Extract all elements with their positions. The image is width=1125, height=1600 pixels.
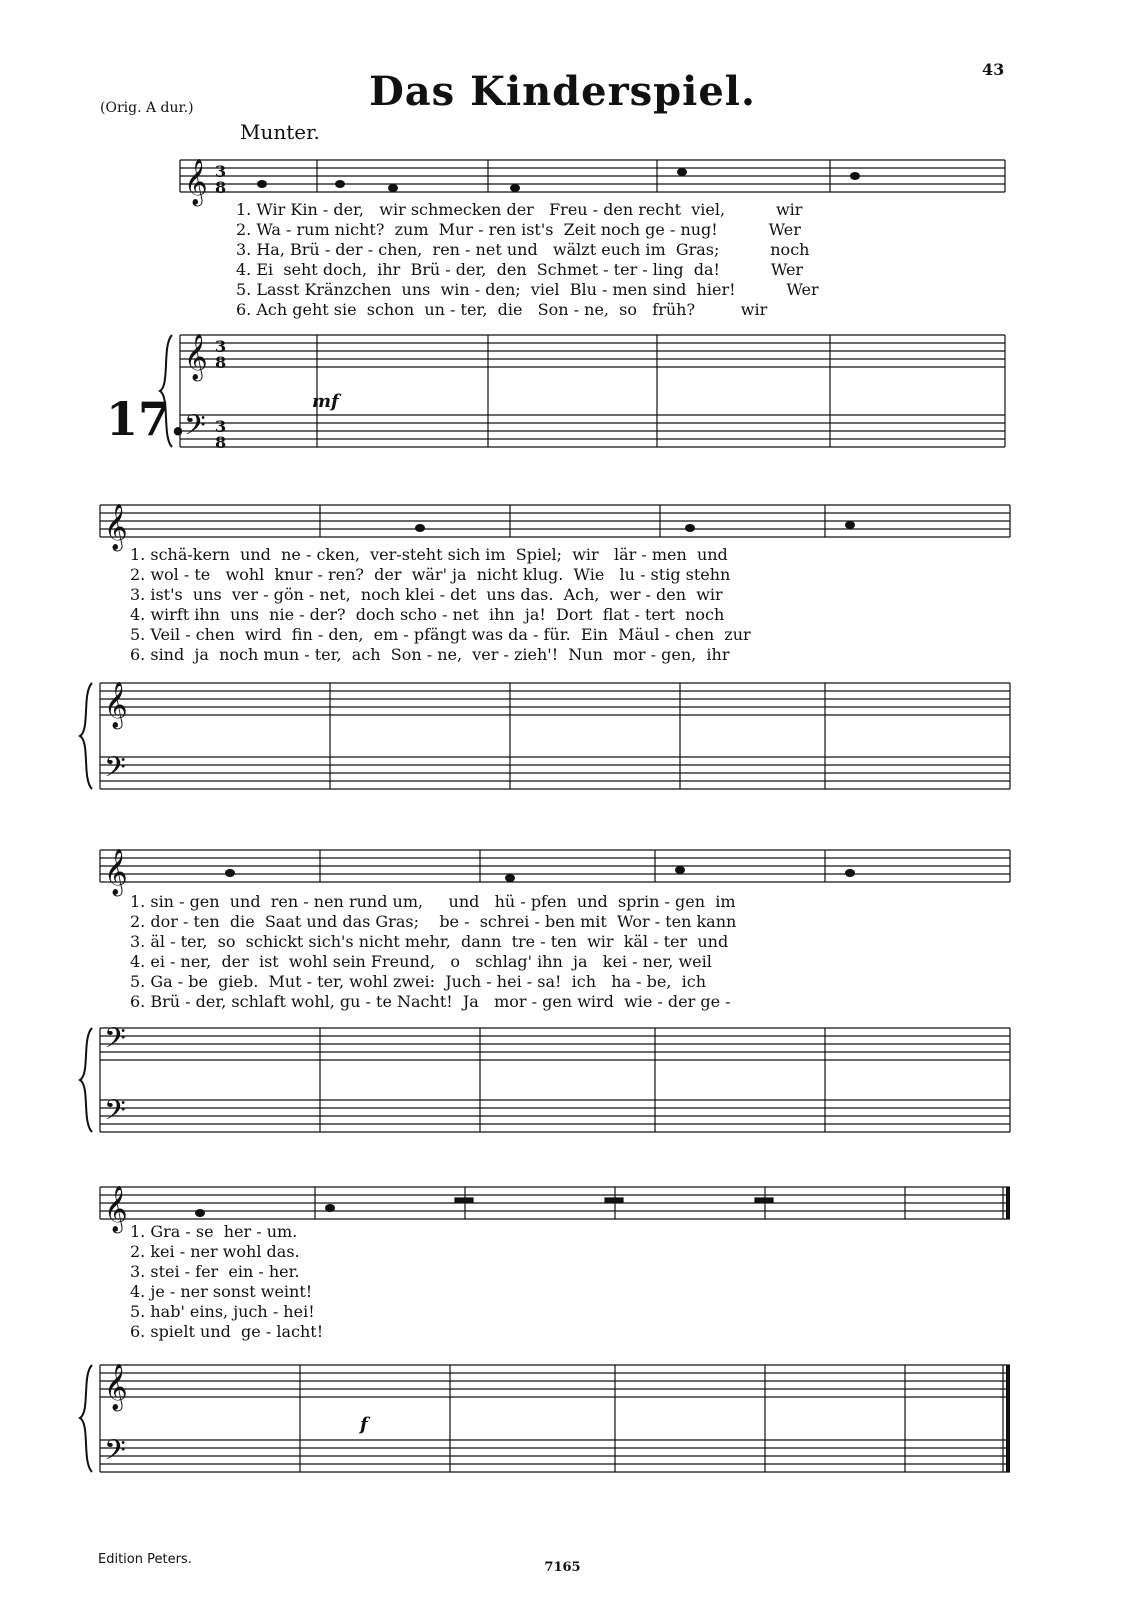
piano-staves-1 <box>160 335 1005 447</box>
vocal-staff-1 <box>180 160 1005 192</box>
publisher-label: Edition Peters. <box>98 1552 192 1567</box>
treble-clef-icon: 𝄞 <box>184 334 208 380</box>
svg-text:𝄢: 𝄢 <box>104 1434 126 1474</box>
page-number: 43 <box>982 60 1005 79</box>
tempo-marking: Munter. <box>240 120 320 144</box>
svg-text:𝄞: 𝄞 <box>104 849 128 895</box>
piano-staves-3 <box>80 1028 1010 1132</box>
lyric-line: 4. ei - ner, der ist wohl sein Freund, o schlag' ihn ja kei - ner, weil <box>130 952 712 971</box>
vocal-staff-3 <box>100 850 1010 882</box>
lyric-line: 3. äl - ter, so schickt sich's nicht mehr, dann tre - ten wir käl - ter und <box>130 932 729 951</box>
lyric-line: 2. wol - te wohl knur - ren? der wär' ja nicht klug. Wie lu - stig stehn <box>130 565 731 584</box>
svg-text:𝄢: 𝄢 <box>104 1022 126 1062</box>
lyric-line: 5. hab' eins, juch - hei! <box>130 1302 315 1321</box>
lyric-line: 1. Gra - se her - um. <box>130 1222 298 1241</box>
lyric-line: 4. Ei seht doch, ihr Brü - der, den Schmet - ter - ling da! Wer <box>236 260 804 279</box>
svg-text:𝄞: 𝄞 <box>104 682 128 728</box>
svg-text:8: 8 <box>215 353 227 372</box>
lyric-line: 5. Veil - chen wird fin - den, em - pfängt was da - für. Ein Mäul - chen zur <box>130 625 751 644</box>
song-number: 17. <box>106 392 187 446</box>
svg-text:𝄢: 𝄢 <box>104 1094 126 1134</box>
lyric-line: 2. kei - ner wohl das. <box>130 1242 300 1261</box>
lyric-line: 1. sin - gen und ren - nen rund um, und hü - pfen und sprin - gen im <box>130 892 736 911</box>
plate-number: 7165 <box>544 1560 581 1575</box>
svg-text:8: 8 <box>215 433 227 452</box>
lyric-line: 6. Brü - der, schlaft wohl, gu - te Nacht! Ja mor - gen wird wie - der ge - <box>130 992 731 1011</box>
dynamic-mf: mf <box>312 391 339 412</box>
vocal-staff-4 <box>100 1187 1010 1219</box>
lyric-line: 6. sind ja noch mun - ter, ach Son - ne, ver - zieh'! Nun mor - gen, ihr <box>130 645 730 664</box>
lyric-line: 2. Wa - rum nicht? zum Mur - ren ist's Zeit noch ge - nug! Wer <box>236 220 801 239</box>
lyric-line: 6. Ach geht sie schon un - ter, die Son - ne, so früh? wir <box>236 300 768 319</box>
lyric-line: 5. Lasst Kränzchen uns win - den; viel Blu - men sind hier! Wer <box>236 280 819 299</box>
lyric-line: 1. Wir Kin - der, wir schmecken der Freu - den recht viel, wir <box>236 200 803 219</box>
piano-staves-4 <box>80 1365 1010 1472</box>
svg-text:𝄞: 𝄞 <box>104 1364 128 1410</box>
bass-clef-icon: 𝄢 <box>184 409 206 449</box>
lyric-line: 3. stei - fer ein - her. <box>130 1262 300 1281</box>
svg-text:3: 3 <box>215 162 227 181</box>
svg-text:𝄞: 𝄞 <box>104 504 128 550</box>
dynamic-f: f <box>360 1414 368 1435</box>
lyric-line: 1. schä-kern und ne - cken, ver-steht sich im Spiel; wir lär - men und <box>130 545 728 564</box>
lyric-line: 2. dor - ten die Saat und das Gras; be - schrei - ben mit Wor - ten kann <box>130 912 737 931</box>
lyric-line: 5. Ga - be gieb. Mut - ter, wohl zwei: Juch - hei - sa! ich ha - be, ich <box>130 972 707 991</box>
svg-text:𝄢: 𝄢 <box>104 751 126 791</box>
svg-text:𝄞: 𝄞 <box>104 1186 128 1232</box>
svg-text:3: 3 <box>215 417 227 436</box>
lyric-line: 3. Ha, Brü - der - chen, ren - net und wälzt euch im Gras; noch <box>236 240 810 259</box>
vocal-staff-2 <box>100 505 1010 537</box>
svg-text:3: 3 <box>215 337 227 356</box>
lyric-line: 3. ist's uns ver - gön - net, noch klei - det uns das. Ach, wer - den wir <box>130 585 723 604</box>
original-key-note: (Orig. A dur.) <box>100 100 194 116</box>
treble-clef-icon: 𝄞 <box>184 159 208 205</box>
svg-text:8: 8 <box>215 178 227 197</box>
lyric-line: 4. je - ner sonst weint! <box>130 1282 313 1301</box>
page-title: Das Kinderspiel. <box>369 68 756 115</box>
lyric-line: 4. wirft ihn uns nie - der? doch scho - net ihn ja! Dort flat - tert noch <box>130 605 725 624</box>
lyric-line: 6. spielt und ge - lacht! <box>130 1322 324 1341</box>
piano-staves-2 <box>80 683 1010 789</box>
